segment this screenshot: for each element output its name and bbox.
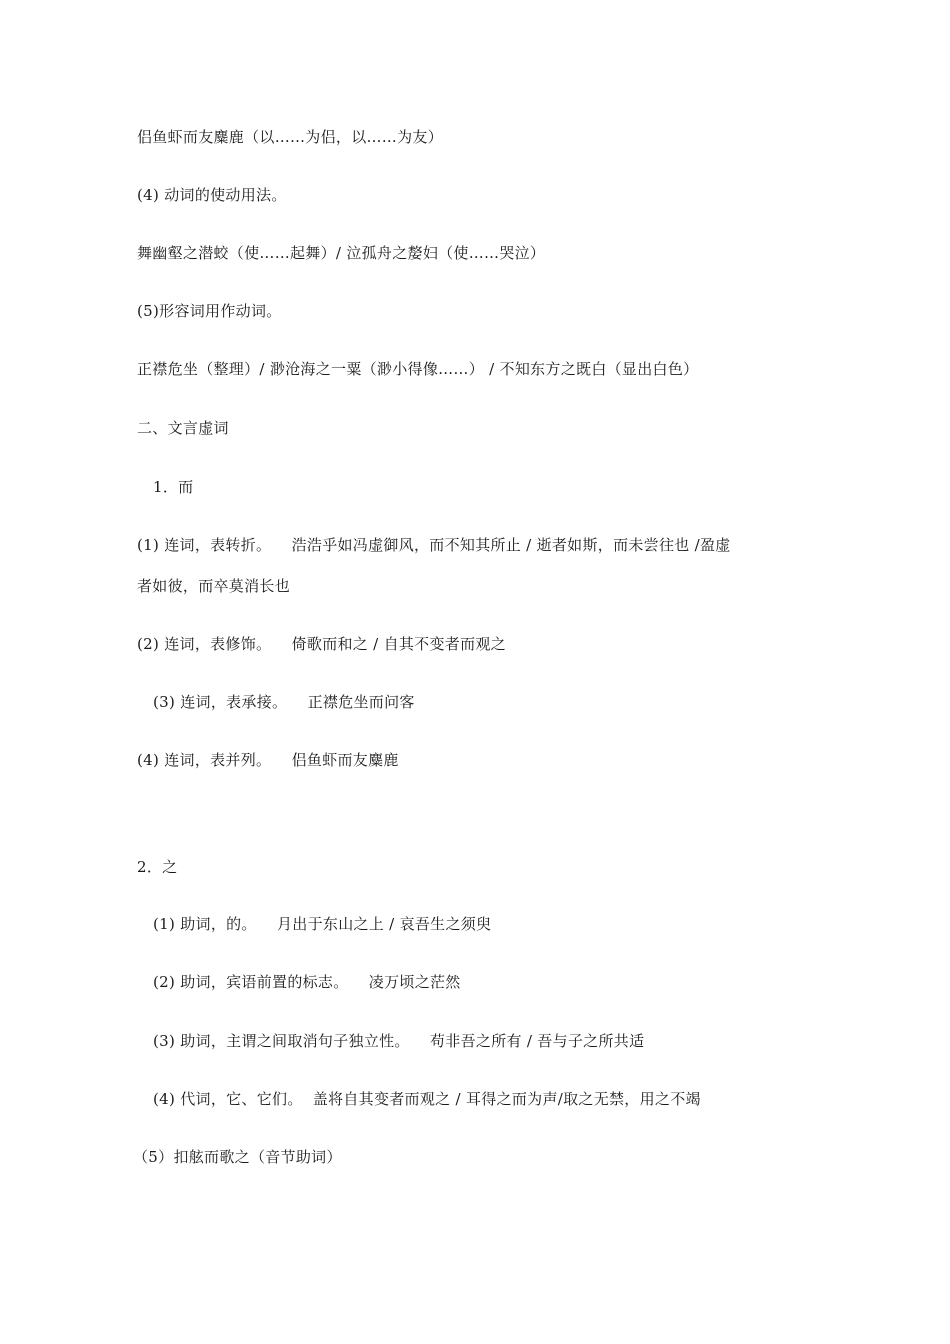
subsection-heading: 1．而	[153, 478, 194, 496]
text-line: 舞幽壑之潜蛟（使……起舞）/ 泣孤舟之嫠妇（使……哭泣）	[137, 244, 546, 262]
text-line: (1) 助词，的。 月出于东山之上 / 哀吾生之须臾	[153, 915, 492, 933]
text-line: (3) 连词，表承接。 正襟危坐而问客	[153, 693, 415, 711]
text-line: (2) 助词，宾语前置的标志。 凌万顷之茫然	[153, 973, 461, 991]
text-line: 侣鱼虾而友麋鹿（以……为侣，以……为友）	[137, 128, 444, 146]
text-line: (4) 代词，它、它们。 盖将自其变者而观之 / 耳得之而为声/取之无禁，用之不竭	[153, 1090, 701, 1108]
text-line: (5)形容词用作动词。	[137, 302, 282, 320]
text-line: 正襟危坐（整理）/ 渺沧海之一粟（渺小得像……） / 不知东方之既白（显出白色）	[137, 360, 699, 378]
text-line: (1) 连词，表转折。 浩浩乎如冯虚御风，而不知其所止 / 逝者如斯，而未尝往也 /盈虚	[137, 536, 731, 554]
text-line: (4) 动词的使动用法。	[137, 186, 287, 204]
subsection-heading: 2．之	[137, 858, 178, 876]
section-heading: 二、文言虚词	[137, 419, 229, 437]
text-line: (4) 连词，表并列。 侣鱼虾而友麋鹿	[137, 751, 399, 769]
text-line: (2) 连词，表修饰。 倚歌而和之 / 自其不变者而观之	[137, 635, 506, 653]
text-line: 者如彼，而卒莫消长也	[137, 577, 291, 595]
text-line: （5）扣舷而歌之（音节助词）	[133, 1148, 342, 1166]
text-line: (3) 助词，主谓之间取消句子独立性。 苟非吾之所有 / 吾与子之所共适	[153, 1032, 645, 1050]
